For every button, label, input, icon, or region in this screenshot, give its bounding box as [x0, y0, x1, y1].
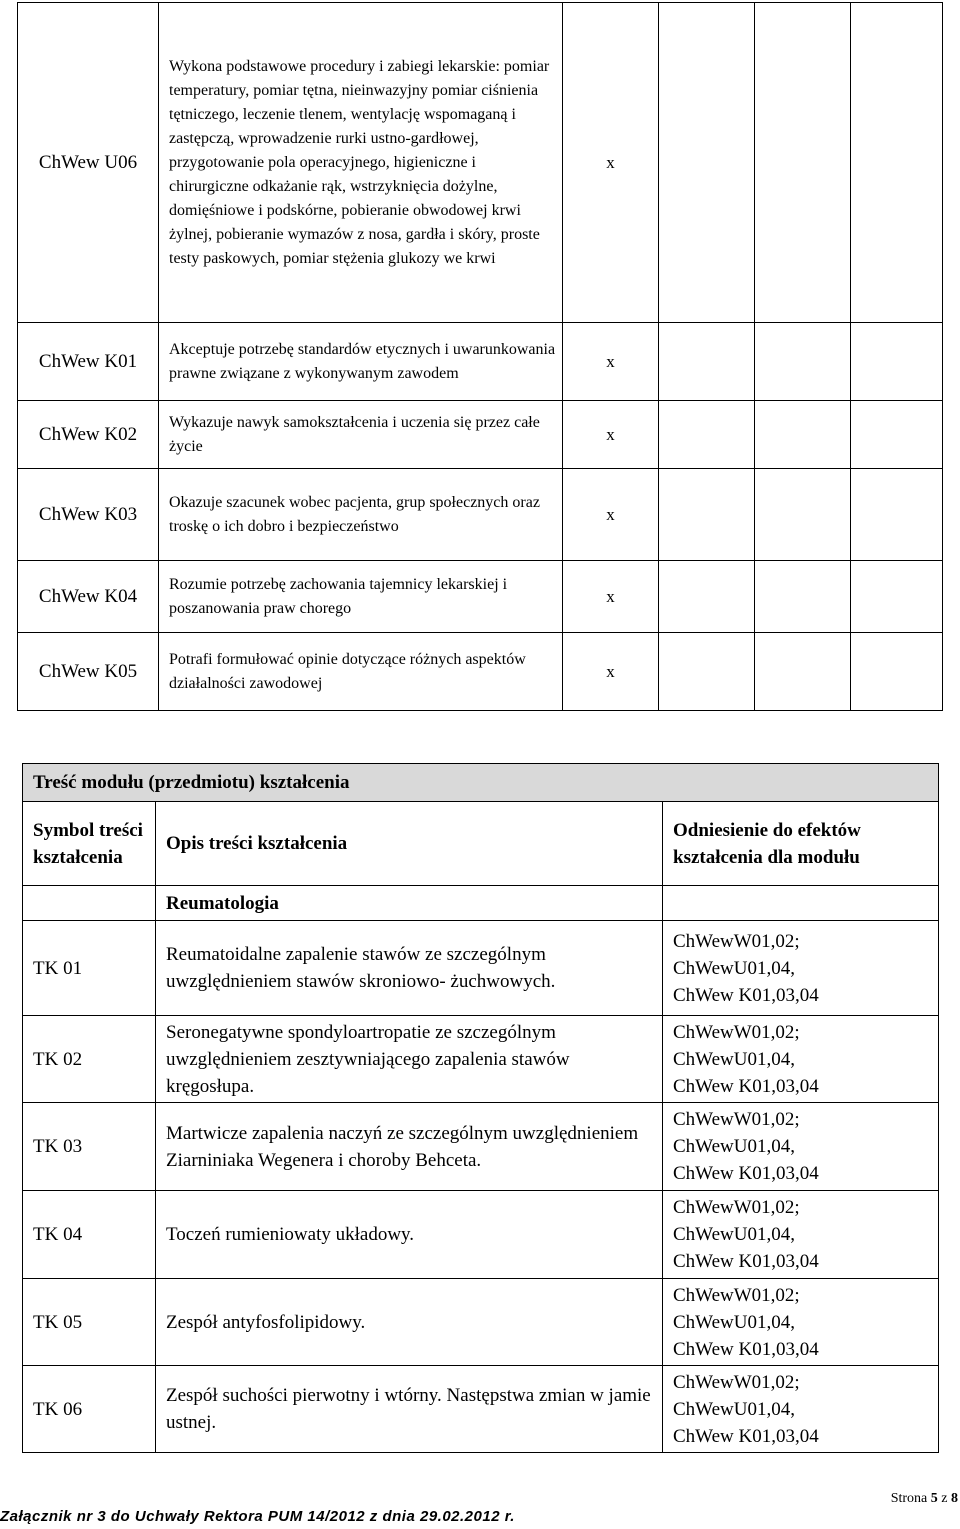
learning-outcomes-table	[17, 2, 943, 711]
reference-line: ChWewU01,04,	[673, 1398, 795, 1420]
column-header-description: Opis treści kształcenia	[156, 802, 663, 886]
page-total: 8	[951, 1491, 958, 1506]
reference-line: ChWew K01,03,04	[673, 984, 819, 1006]
outcome-description: Akceptuje potrzebę standardów etycznych i uwarunkowania prawne związane z wykonywanym zawodem	[159, 323, 563, 401]
outcome-mark: x	[563, 469, 659, 561]
outcome-symbol: ChWew K04	[18, 561, 159, 633]
content-symbol: TK 03	[23, 1103, 156, 1191]
content-description: Martwicze zapalenia naczyń ze szczególnym uwzględnieniem Ziarniniaka Wegenera i choroby Behceta.	[156, 1103, 663, 1191]
subject-heading: Reumatologia	[156, 886, 663, 921]
outcome-symbol: ChWew U06	[18, 3, 159, 323]
content-symbol: TK 02	[23, 1016, 156, 1103]
outcome-symbol: ChWew K03	[18, 469, 159, 561]
content-description: Zespół antyfosfolipidowy.	[156, 1279, 663, 1366]
reference-line: ChWewW01,02;	[673, 1284, 800, 1306]
content-description: Zespół suchości pierwotny i wtórny. Następstwa zmian w jamie ustnej.	[156, 1366, 663, 1453]
content-row	[23, 1366, 939, 1453]
outcome-row	[18, 3, 943, 323]
outcome-row	[18, 323, 943, 401]
reference-line: ChWewU01,04,	[673, 1311, 795, 1333]
content-symbol: TK 05	[23, 1279, 156, 1366]
page-counter	[891, 1491, 958, 1507]
outcome-description: Wykazuje nawyk samokształcenia i uczenia się przez całe życie	[159, 401, 563, 469]
content-reference	[663, 1279, 939, 1366]
outcome-description: Rozumie potrzebę zachowania tajemnicy lekarskiej i poszanowania praw chorego	[159, 561, 563, 633]
content-symbol: TK 01	[23, 921, 156, 1016]
module-content-table	[22, 763, 939, 1453]
reference-line: ChWew K01,03,04	[673, 1338, 819, 1360]
outcome-row	[18, 401, 943, 469]
content-description: Seronegatywne spondyloartropatie ze szczególnym uwzględnieniem zesztywniającego zapalenia stawów kręgosłupa.	[156, 1016, 663, 1103]
reference-line: ChWewU01,04,	[673, 957, 795, 979]
section-title: Treść modułu (przedmiotu) kształcenia	[23, 764, 939, 802]
content-symbol: TK 06	[23, 1366, 156, 1453]
outcome-row	[18, 469, 943, 561]
content-row	[23, 1016, 939, 1103]
section-title-row	[23, 764, 939, 802]
outcome-description: Wykona podstawowe procedury i zabiegi lekarskie: pomiar temperatury, pomiar tętna, nieinwazyjny pomiar ciśnienia tętniczego, leczenie tlenem, wentylację wspomaganą i zastępczą, wprowadzenie rurki ustno-gardłowej, przygotowanie pola operacyjnego, higieniczne i chirurgiczne odkażanie rąk, wstrzyknięcia dożylne, domięśniowe i podskórne, pobieranie obwodowej krwi żylnej, pobieranie wymazów z nosa, gardła i skóry, proste testy paskowych, pomiar stężenia glukozy we krwi	[159, 3, 563, 323]
reference-line: ChWew K01,03,04	[673, 1251, 819, 1272]
reference-line: ChWewW01,02;	[673, 1371, 800, 1393]
content-reference	[663, 921, 939, 1016]
subject-row	[23, 886, 939, 921]
outcome-description: Okazuje szacunek wobec pacjenta, grup społecznych oraz troskę o ich dobro i bezpieczeństwo	[159, 469, 563, 561]
column-header-reference: Odniesienie do efektów kształcenia dla modułu	[663, 802, 939, 886]
page-label: Strona	[890, 1491, 928, 1506]
reference-line: ChWewU01,04,	[673, 1224, 795, 1245]
content-description: Toczeń rumieniowaty układowy.	[156, 1191, 663, 1279]
reference-line: ChWew K01,03,04	[673, 1075, 819, 1097]
page-current: 5	[930, 1491, 938, 1506]
content-reference	[663, 1103, 939, 1191]
outcome-mark: x	[563, 561, 659, 633]
content-reference	[663, 1016, 939, 1103]
outcome-row	[18, 561, 943, 633]
outcome-symbol: ChWew K02	[18, 401, 159, 469]
attachment-footer: Załącznik nr 3 do Uchwały Rektora PUM 14/2012 z dnia 29.02.2012 r.	[0, 1508, 515, 1525]
content-row	[23, 1103, 939, 1191]
content-description: Reumatoidalne zapalenie stawów ze szczególnym uwzględnieniem stawów skroniowo- żuchwowych.	[156, 921, 663, 1016]
outcome-description: Potrafi formułować opinie dotyczące różnych aspektów działalności zawodowej	[159, 633, 563, 711]
outcome-symbol: ChWew K05	[18, 633, 159, 711]
reference-line: ChWew K01,03,04	[673, 1425, 819, 1447]
content-symbol: TK 04	[23, 1191, 156, 1279]
outcome-symbol: ChWew K01	[18, 323, 159, 401]
page-separator: z	[941, 1491, 948, 1506]
content-row	[23, 1191, 939, 1279]
outcome-mark: x	[563, 633, 659, 711]
content-reference	[663, 1191, 939, 1279]
reference-line: ChWewU01,04,	[673, 1048, 795, 1070]
content-row	[23, 1279, 939, 1366]
reference-line: ChWewW01,02;	[673, 1197, 800, 1218]
column-header-row	[23, 802, 939, 886]
outcome-mark: x	[563, 323, 659, 401]
outcome-row	[18, 633, 943, 711]
outcome-mark: x	[563, 3, 659, 323]
reference-line: ChWewU01,04,	[673, 1136, 795, 1157]
column-header-symbol: Symbol treści kształcenia	[23, 802, 156, 886]
reference-line: ChWewW01,02;	[673, 930, 800, 952]
content-reference	[663, 1366, 939, 1453]
reference-line: ChWewW01,02;	[673, 1021, 800, 1043]
outcome-mark: x	[563, 401, 659, 469]
content-row	[23, 921, 939, 1016]
reference-line: ChWewW01,02;	[673, 1109, 800, 1130]
reference-line: ChWew K01,03,04	[673, 1163, 819, 1184]
